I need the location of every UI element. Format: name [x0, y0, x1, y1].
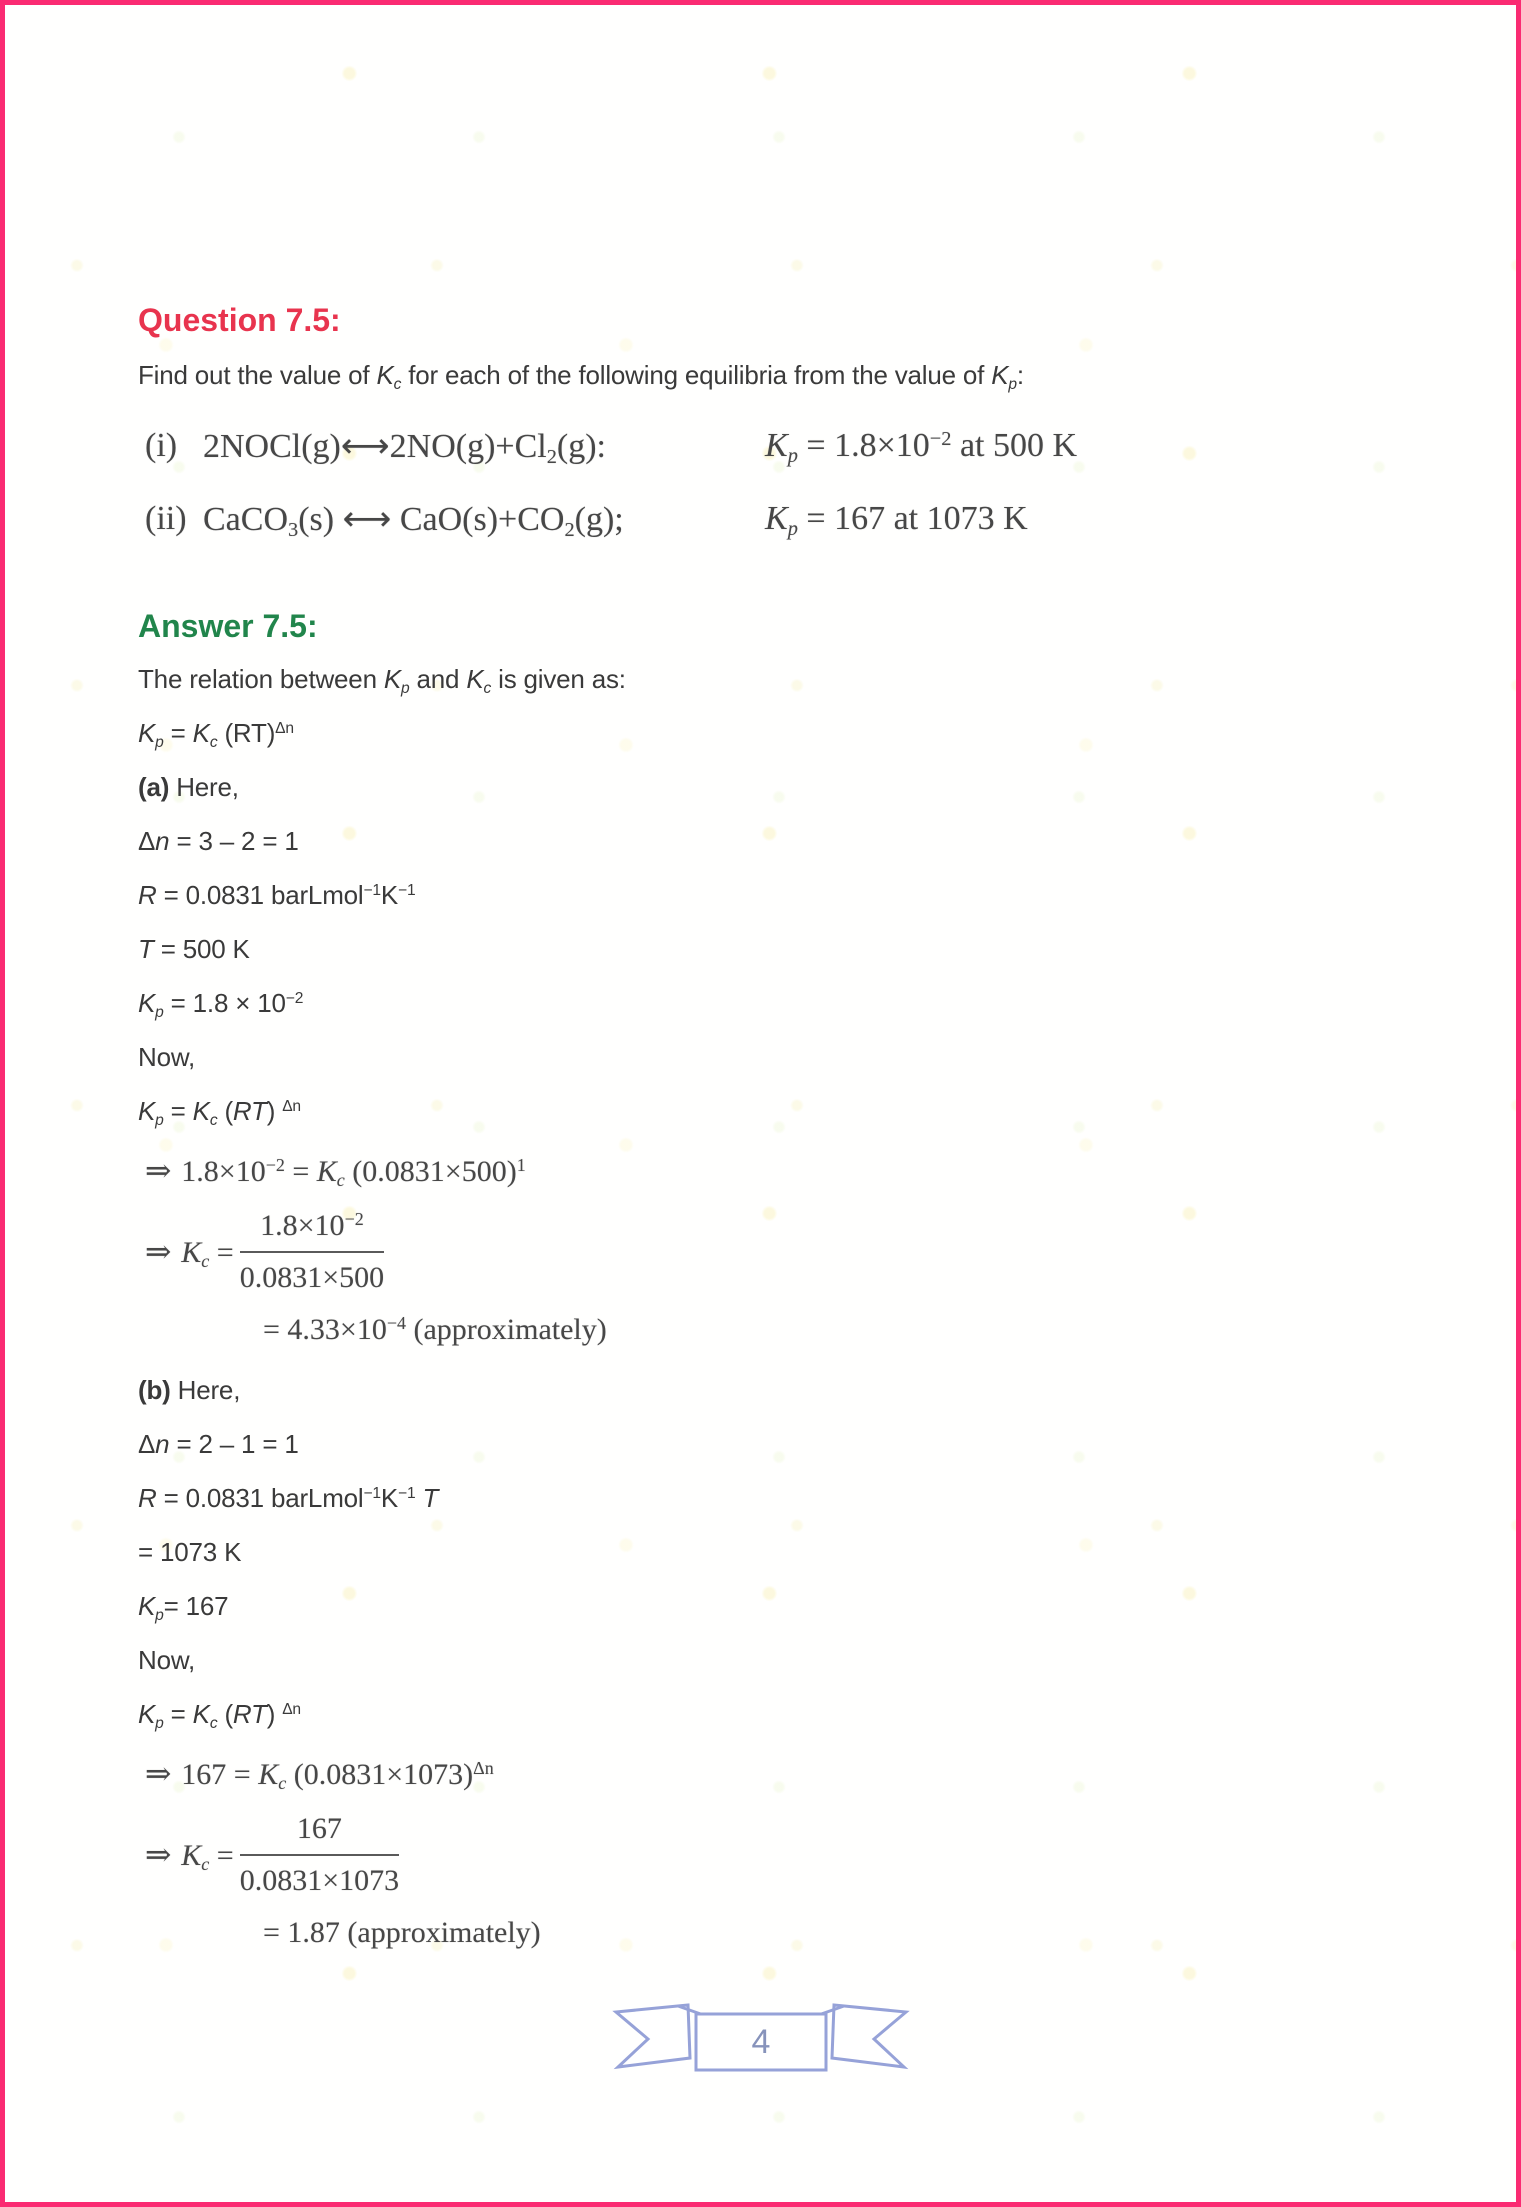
math-step-fraction [138, 1806, 1436, 1904]
equation-label: (i) [145, 427, 178, 464]
fraction-numerator: 167 [240, 1806, 399, 1856]
fraction-prefix: ⇒ Kc = [145, 1233, 234, 1271]
gas-constant-line: R = 0.0831 $barLmol^{-1}K^{-1}$ [138, 880, 416, 910]
fraction-denominator: 0.0831×1073 [239, 1864, 400, 1897]
math-step-substitution: ⇒ 167 = Kc $(0.0831\times 1073)^{\Delta n}$ [145, 1756, 494, 1794]
fraction-numerator: $1.8\times 10^{-2}$ [240, 1203, 384, 1253]
kp-kc-formula: Kp = Kc (RT)$^{\Delta n}$ [138, 718, 294, 751]
part-b-label: (b) Here, [138, 1375, 241, 1405]
kp-kc-formula: Kp = Kc (RT) $^{\Delta n}$ [138, 1699, 301, 1732]
equilibrium-equation-ii [138, 491, 1436, 548]
delta-n-line: Δn = 2 – 1 = 1 [138, 1429, 299, 1459]
fraction-prefix: ⇒ Kc = [145, 1836, 234, 1874]
kp-value-line: Kp= 167 [138, 1591, 229, 1624]
relation-text: The relation between Kp and Kc is given as: [138, 664, 626, 697]
page-number: 4 [751, 2023, 770, 2061]
reaction-equation: 2NOCl(g)⟷2NO(g)+Cl2(g): [203, 426, 606, 469]
answer-heading: Answer 7.5: [138, 608, 318, 644]
temperature-line: T = 500 K [138, 934, 250, 964]
fraction [240, 1203, 384, 1301]
temperature-line: = 1073 K [138, 1537, 242, 1567]
now-label: Now, [138, 1645, 196, 1675]
equilibrium-equation-i [138, 418, 1436, 475]
ribbon-right-tail [832, 2005, 906, 2067]
equation-label: (ii) [145, 500, 187, 537]
delta-n-line: Δn = 3 – 2 = 1 [138, 826, 299, 856]
fraction [240, 1806, 399, 1904]
part-a-label: (a) Here, [138, 772, 239, 802]
gas-constant-line: R = 0.0831 $barLmol^{-1}K^{-1}$ T [138, 1483, 439, 1513]
kp-value: $Kp = 1.8\times 10^{-2}$ at 500 K [765, 427, 1078, 468]
math-step-substitution: ⇒ $1.8\times 10^{-2} = Kc$ $(0.0831\times 500)^1$ [145, 1153, 526, 1191]
kp-value: Kp = 167 at 1073 K [765, 500, 1028, 541]
math-result: = 1.87 (approximately) [263, 1916, 541, 1949]
reaction-equation: CaCO3(s) ⟷ CaO(s)+CO2(g); [203, 499, 624, 542]
math-result: = $4.33\times 10^{-4}$ (approximately) [263, 1313, 607, 1346]
page-content [138, 5, 1436, 1976]
math-step-fraction [138, 1203, 1436, 1301]
kp-value-line: $Kp = 1.8 \times 10^{-2}$ [138, 988, 304, 1021]
question-text: Find out the value of Kc for each of the following equilibria from the value of Kp: [138, 360, 1024, 393]
question-heading: Question 7.5: [138, 302, 341, 338]
fraction-denominator: 0.0831×500 [239, 1261, 385, 1294]
kp-kc-formula: Kp = Kc (RT) $^{\Delta n}$ [138, 1096, 301, 1129]
ribbon-left-tail [616, 2005, 690, 2067]
now-label: Now, [138, 1042, 196, 1072]
page-number-ribbon-icon [608, 1993, 914, 2085]
